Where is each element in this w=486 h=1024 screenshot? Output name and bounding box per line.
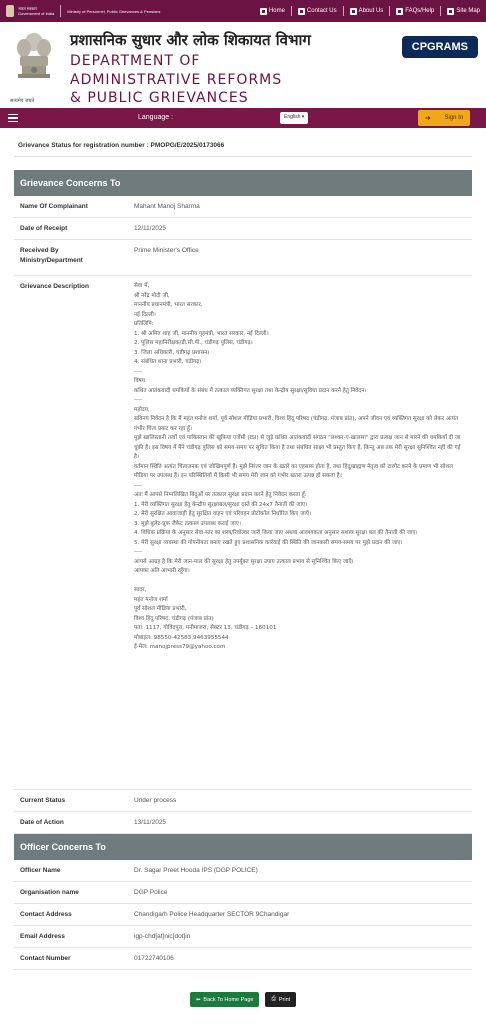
action-buttons xyxy=(0,992,486,1007)
received-by-row: Received By Ministry/Department Prime Minister's Office xyxy=(14,240,472,276)
contact-number-row: Contact Number 01722740106 xyxy=(14,948,472,970)
cpgrams-badge[interactable]: CPGRAMS xyxy=(402,36,478,58)
home-icon xyxy=(260,8,267,15)
current-status-row: Current Status Under process xyxy=(14,790,472,812)
contact-us-link[interactable]: Contact Us xyxy=(298,6,344,16)
ministry-text: Ministry of Personnel, Public Grievances & Pensions xyxy=(67,8,161,14)
email-row: Email Address igp-chd[at]nic[dot]in xyxy=(14,926,472,948)
gov-text: भारत सरकार Government of India xyxy=(18,6,55,16)
language-label: Language : xyxy=(138,114,174,121)
grievance-section-heading: Grievance Concerns To xyxy=(14,170,472,196)
grievance-description: सेवा में, श्री नरेंद्र मोदी जी, माननीय प्रधानमंत्री, भारत सरकार, नई दिल्ली। प्रतिलिपि: 1. श्री अमित शाह जी, माननीय गृहमंत्री, भारत सरकार, नई दिल्ली। 2. पुलिस महानिरीक्षक/डी.सी.पी., चंडीगढ़ पुलिस, चंडीगढ़। 3. जिला अधिकारी, चंडीगढ़ प्रशासन। 4. संबंधित थाना प्रभारी, चंडीगढ़। ---- विषय: कथित आतंकवादी धमकियों के संबंध में तत्काल व्यक्तिगत सुरक्षा तथा केन्द्रीय सुरक्षा/सुविधा प्रदान करने हेतु निवेदन। ---- महोदय, सविनय निवेदन है कि मैं महंत मनोज शर्मा, पूर्व सोशल मीडिया प्रभारी, विश्व हिंदू परिषद (चंडीगढ़, पंजाब प्रांत), अपने जीवन एवं व्यक्तिगत सुरक्षा को लेकर अत्यंत गंभीर चिंता प्रकट कर रहा हूँ। मुझे खालिस्तानी तत्वों एवं पाकिस्तान की खुफिया एजेंसी (ISI) से जुड़े कथित आतंकवादी संगठन "लश्कर-ए-खालसा" द्वारा प्रत्यक्ष जान से मारने की धमकियाँ दी जा चुकी हैं। इस विषय में मैंने चंडीगढ़ पुलिस को समय-समय पर सूचित किया है तथा संबंधित साक्ष्य भी प्रस्तुत किए हैं, किन्तु अब तक मेरी सुरक्षा सुनिश्चित नहीं की गई है। वर्तमान स्थिति अत्यंत चिंताजनक एवं जोखिमपूर्ण है। मुझे निरंतर जान के खतरे का एहसास होता है, तथा हिंदू/ब्राह्मण नेतृत्व को टारगेट करने के प्रमाण भी सोशल मीडिया पर उपलब्ध हैं। इन परिस्थितियों में किसी भी समय मेरी जान को गंभीर खतरा उत्पन्न हो सकता है। ---- अतः मैं आपसे निम्नलिखित बिंदुओं पर तत्काल सुरक्षा प्रदान करने हेतु निवेदन करता हूँ: 1. मेरी व्यक्तिगत सुरक्षा हेतु केन्द्रीय सुरक्षाबल/सुरक्षा दस्ते की 24x7 तैनाती की जाए। 2. मेरी सुरक्षित आवाजाही हेतु सुरक्षित वाहन एवं परिवहन प्रोटोकॉल निर्धारित किए जाएँ। 3. मुझे बुलेट-प्रूफ जैकेट तत्काल उपलब्ध कराई जाए। 4. विधिक प्रक्रिया के अनुसार सेवा-स्तर का शस्त्र/रिवॉल्वर जारी किया जाए अथवा आवश्यकता अनुसार सशस्त्र सुरक्षा बल की तैनाती की जाए। 5. मेरी सुरक्षा व्यवस्था की गोपनीयता बनाए रखते हुए प्रशासनिक कार्रवाई की स्थिति की जानकारी समय-समय पर मुझे प्रदान की जाए। ---- आपसे आग्रह है कि मेरी जान-माल की सुरक्षा हेतु उपर्युक्त सुरक्षा उपाय तत्काल प्रभाव से सुनिश्चित किए जाएँ। आपका अति आभारी रहूँगा। सादर, महंत मनोज शर्मा पूर्व सोशल मीडिया प्रभारी, विश्व हिंदू परिषद, चंडीगढ़ (पंजाब प्रांत) पता: 1117, गोविंदपुरा, मनीमाजरा, सेक्टर 13, चंडीगढ़ – 160101 मोबाइल: 98550-42583,9463955544 ई-मेल: manojpress79@yahoo.com xyxy=(134,283,461,650)
main-content xyxy=(0,132,486,1024)
description-row: Grievance Description सेवा में, श्री नरेंद्र मोदी जी, माननीय प्रधानमंत्री, भारत सरकार, नई दिल्ली। प्रतिलिपि: 1. श्री अमित शाह जी, माननीय गृहमंत्री, भारत सरकार, नई दिल्ली। 2. पुलिस महानिरीक्षक/डी.सी.पी., चंडीगढ़ पुलिस, चंडीगढ़। 3. जिला अधिकारी, चंडीगढ़ प्रशासन। 4. संबंधित थाना प्रभारी, चंडीगढ़। ---- विषय: कथित आतंकवादी धमकियों के संबंध में तत्काल व्यक्तिगत सुरक्षा तथा केन्द्रीय सुरक्षा/सुविधा प्रदान करने हेतु निवेदन। ---- महोदय, सविनय निवेदन है कि मैं महंत मनोज शर्मा, पूर्व सोशल मीडिया प्रभारी, विश्व हिंदू परिषद (चंडीगढ़, पंजाब प्रांत), अपने जीवन एवं व्यक्तिगत सुरक्षा को लेकर अत्यंत गंभीर चिंता प्रकट कर रहा हूँ। मुझे खालिस्तानी तत्वों एवं पाकिस्तान की खुफिया एजेंसी (ISI) से जुड़े कथित आतंकवादी संगठन "लश्कर-ए-खालसा" द्वारा प्रत्यक्ष जान से मारने की धमकियाँ दी जा चुकी हैं। इस विषय में मैंने चंडीगढ़ पुलिस को समय-समय पर सूचित किया है तथा संबंधित साक्ष्य भी प्रस्तुत किए हैं, किन्तु अब तक मेरी सुरक्षा सुनिश्चित नहीं की गई है। वर्तमान स्थिति अत्यंत चिंताजनक एवं जोखिमपूर्ण है। मुझे निरंतर जान के खतरे का एहसास होता है, तथा हिंदू/ब्राह्मण नेतृत्व को टारगेट करने के प्रमाण भी सोशल मीडिया पर उपलब्ध हैं। इन परिस्थितियों में किसी भी समय मेरी जान को गंभीर खतरा उत्पन्न हो सकता है। ---- अतः मैं आपसे निम्नलिखित बिंदुओं पर तत्काल सुरक्षा प्रदान करने हेतु निवेदन करता हूँ: 1. मेरी व्यक्तिगत सुरक्षा हेतु केन्द्रीय सुरक्षाबल/सुरक्षा दस्ते की 24x7 तैनाती की जाए। 2. मेरी सुरक्षित आवाजाही हेतु सुरक्षित वाहन एवं परिवहन प्रोटोकॉल निर्धारित किए जाएँ। 3. मुझे बुलेट-प्रूफ जैकेट तत्काल उपलब्ध कराई जाए। 4. विधिक प्रक्रिया के अनुसार सेवा-स्तर का शस्त्र/रिवॉल्वर जारी किया जाए अथवा आवश्यकता अनुसार सशस्त्र सुरक्षा बल की तैनाती की जाए। 5. मेरी सुरक्षा व्यवस्था की गोपनीयता बनाए रखते हुए प्रशासनिक कार्रवाई की स्थिति की जानकारी समय-समय पर मुझे प्रदान की जाए। ---- आपसे आग्रह है कि मेरी जान-माल की सुरक्षा हेतु उपर्युक्त सुरक्षा उपाय तत्काल प्रभाव से सुनिश्चित किए जाएँ। आपका अति आभारी रहूँगा। सादर, महंत मनोज शर्मा पूर्व सोशल मीडिया प्रभारी, विश्व हिंदू परिषद, चंडीगढ़ (पंजाब प्रांत) पता: 1117, गोविंदपुरा, मनीमाजरा, सेक्टर 13, चंडीगढ़ – 160101 मोबाइल: 98550-42583,9463955544 ई-मेल: manojpress79@yahoo.com xyxy=(14,276,472,790)
top-links xyxy=(260,6,480,16)
contact-icon xyxy=(298,8,305,15)
sign-in-icon: ➜ xyxy=(424,115,431,122)
gov-brand xyxy=(6,5,160,17)
back-to-home-button[interactable]: ⬅ Back To Home Page xyxy=(190,992,260,1007)
status-value: Under process xyxy=(134,797,177,804)
print-button[interactable]: ⎙ Print xyxy=(265,992,296,1007)
officer-section-heading: Officer Concerns To xyxy=(14,834,472,860)
top-bar xyxy=(0,0,486,22)
about-us-link[interactable]: About Us xyxy=(350,6,391,16)
date-of-action-row: Date of Action 13/11/2025 xyxy=(14,812,472,834)
officer-name-row: Officer Name Dr. Sagar Preet Hooda IPS (DGP POLICE) xyxy=(14,860,472,882)
language-select[interactable]: English ▾ xyxy=(280,112,308,124)
complainant-row: Name Of Complainant Mahant Manoj Sharma xyxy=(14,196,472,218)
dept-line-2: ADMINISTRATIVE REFORMS xyxy=(70,72,283,88)
printer-icon: ⎙ xyxy=(271,996,276,1002)
contact-address-row: Contact Address Chandigarh Police Headquarter SECTOR 9Chandigar xyxy=(14,904,472,926)
organisation-row: Organisation name DGP Police xyxy=(14,882,472,904)
arrow-left-icon: ⬅ xyxy=(195,996,201,1003)
dept-line-3: & PUBLIC GRIEVANCES xyxy=(70,90,249,106)
sitemap-icon xyxy=(447,8,454,15)
faq-icon xyxy=(396,8,403,15)
sign-in-button[interactable]: ➜ Sign In xyxy=(418,110,470,126)
receipt-date-row: Date of Receipt 12/11/2025 xyxy=(14,218,472,240)
national-emblem-icon xyxy=(12,28,56,96)
faqs-link[interactable]: FAQs/Help xyxy=(396,6,441,16)
mini-emblem-icon xyxy=(6,5,14,17)
site-map-link[interactable]: Site Map xyxy=(447,8,480,15)
emblem-motto: सत्यमेव जयते xyxy=(10,98,35,104)
home-link[interactable]: Home xyxy=(260,6,292,16)
site-header xyxy=(0,22,486,108)
hamburger-menu-icon[interactable] xyxy=(0,108,26,128)
registration-number: Grievance Status for registration number : PMOPG/E/2025/0173066 xyxy=(18,142,225,149)
info-icon xyxy=(350,8,357,15)
nav-bar xyxy=(0,108,486,128)
dept-line-1: DEPARTMENT OF xyxy=(70,53,201,69)
hindi-title: प्रशासनिक सुधार और लोक शिकायत विभाग xyxy=(70,31,311,49)
